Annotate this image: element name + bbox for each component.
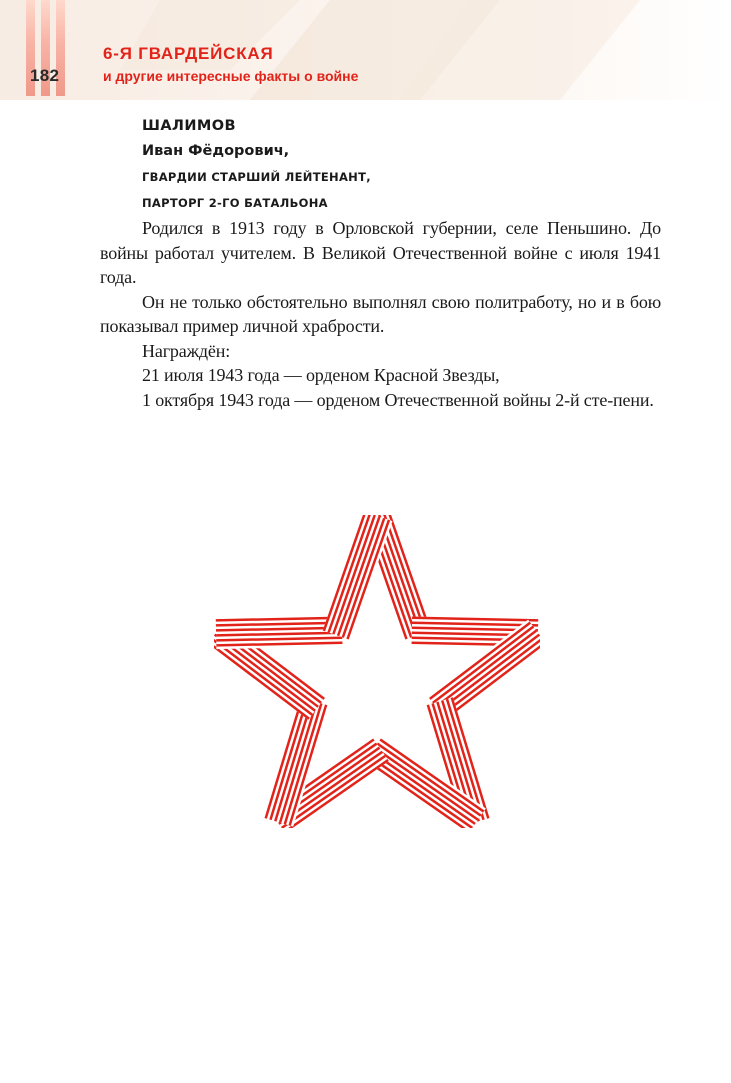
person-rank: ГВАРДИИ СТАРШИЙ ЛЕЙТЕНАНТ, [142, 170, 371, 184]
star-ribbons [214, 515, 540, 828]
striped-red-star-icon [214, 515, 540, 828]
person-surname: ШАЛИМОВ [142, 118, 236, 134]
running-title: 6-Я ГВАРДЕЙСКАЯ [103, 44, 274, 63]
person-name: Иван Фёдорович, [142, 143, 290, 159]
biography-paragraph: Он не только обстоятельно выполнял свою политработу, но и в бою показывал пример личной храбрости. [100, 291, 661, 336]
page-header [0, 0, 731, 100]
biography-paragraph: Родился в 1913 году в Орловской губернии, селе Пеньшино. До войны работал учителем. В Великой Отечественной войне с июля 1941 года. [100, 218, 661, 287]
biography-article [100, 115, 661, 412]
award-item: 21 июля 1943 года — орденом Красной Звезды, [142, 365, 500, 385]
awards-heading: Награждён: [142, 340, 231, 361]
star-ribbon-segment [216, 617, 343, 650]
award-item: 1 октября 1943 года — орденом Отечественной войны 2-й сте-пени. [142, 389, 654, 410]
person-post: ПАРТОРГ 2-ГО БАТАЛЬОНА [142, 196, 328, 210]
page-number: 182 [30, 66, 60, 85]
running-subtitle: и другие интересные факты о войне [103, 68, 359, 84]
